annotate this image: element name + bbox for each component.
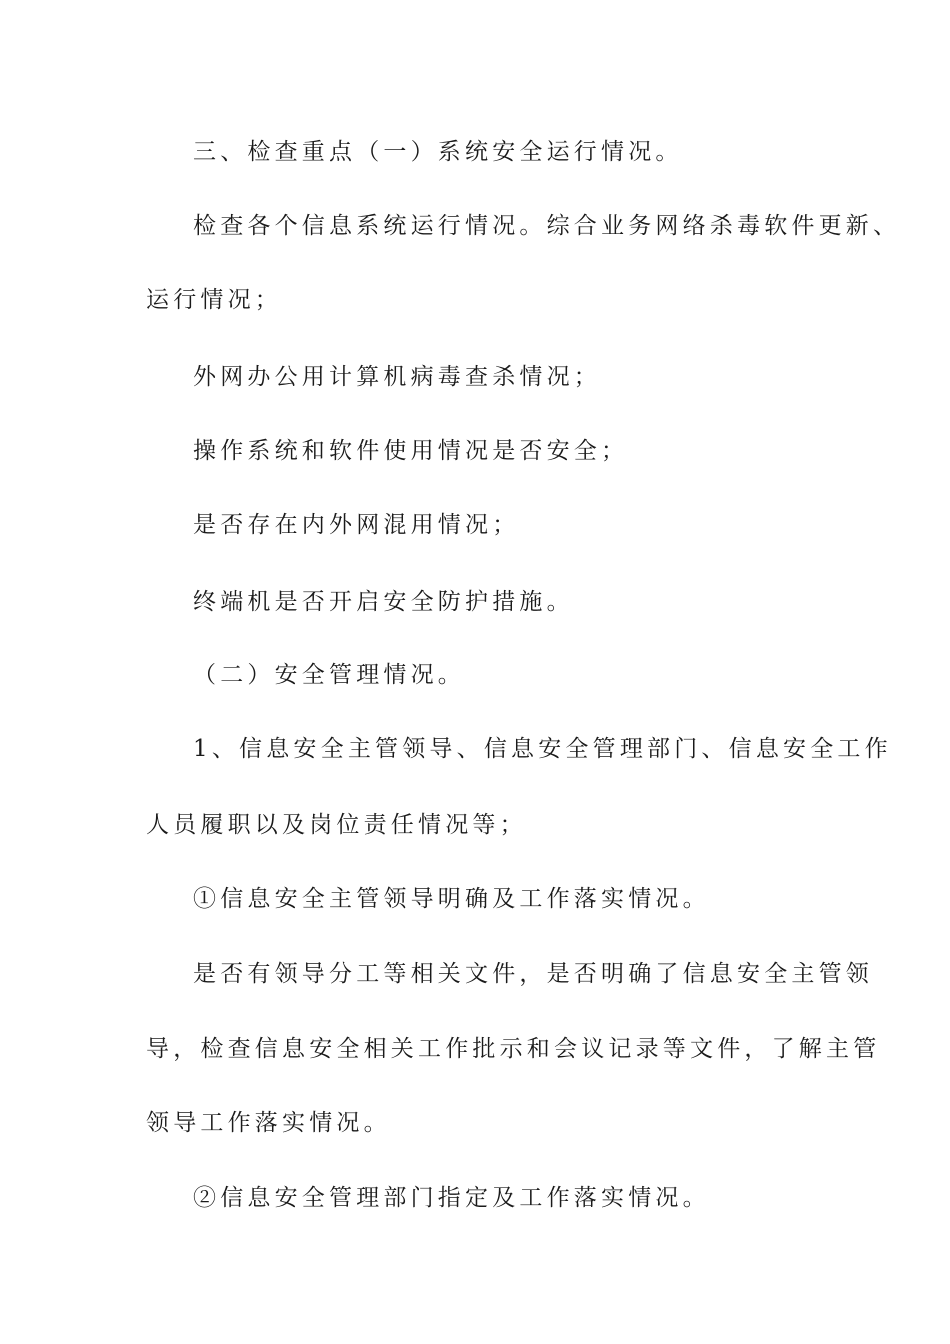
paragraph-line: 终端机是否开启安全防护措施。 <box>193 589 574 615</box>
paragraph-line: 检查各个信息系统运行情况。综合业务网络杀毒软件更新、 <box>193 213 901 239</box>
list-item-heading: ①信息安全主管领导明确及工作落实情况。 <box>193 886 710 912</box>
paragraph-line: 外网办公用计算机病毒查杀情况； <box>193 364 601 390</box>
section-heading-security-management: （二）安全管理情况。 <box>193 662 465 688</box>
section-heading-inspection-focus: 三、检查重点（一）系统安全运行情况。 <box>193 139 683 165</box>
paragraph-line: 1、信息安全主管领导、信息安全管理部门、信息安全工作 <box>193 736 892 762</box>
paragraph-line: 是否有领导分工等相关文件，是否明确了信息安全主管领 <box>193 961 873 987</box>
paragraph-line: 人员履职以及岗位责任情况等； <box>146 812 527 838</box>
paragraph-line: 操作系统和软件使用情况是否安全； <box>193 438 629 464</box>
list-item-heading: ②信息安全管理部门指定及工作落实情况。 <box>193 1185 710 1211</box>
paragraph-line: 是否存在内外网混用情况； <box>193 512 520 538</box>
paragraph-line: 运行情况； <box>146 287 282 313</box>
paragraph-line: 领导工作落实情况。 <box>146 1110 391 1136</box>
paragraph-line: 导，检查信息安全相关工作批示和会议记录等文件，了解主管 <box>146 1036 881 1062</box>
